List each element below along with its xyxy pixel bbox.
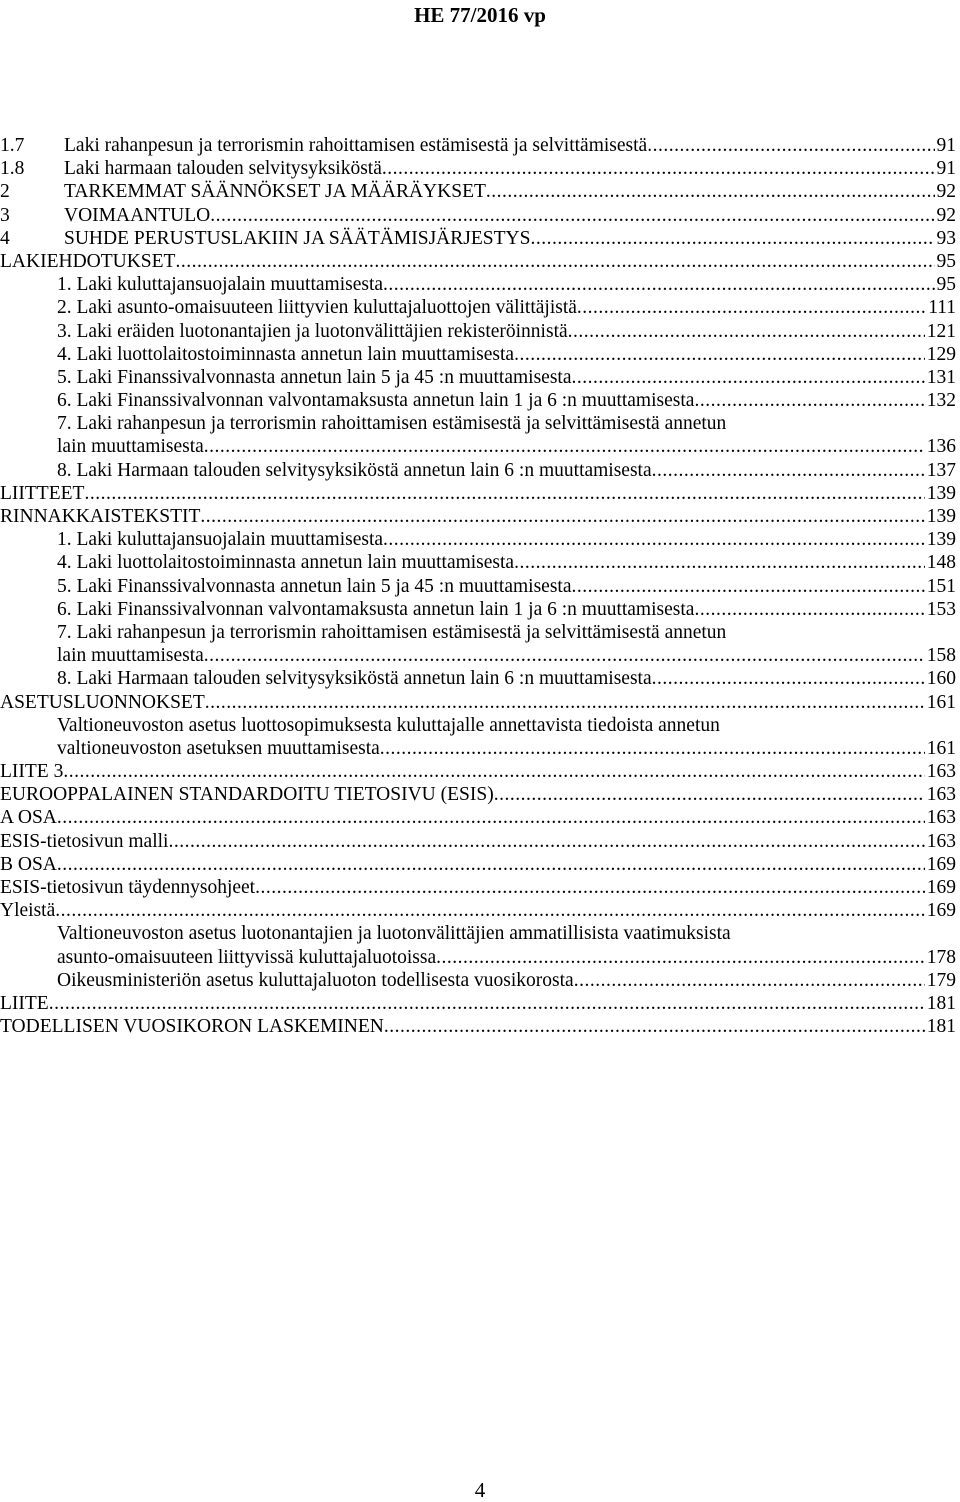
toc-entry-title: LAKIEHDOTUKSET [0,250,176,272]
toc-entry-title: lain muuttamisesta [57,436,204,458]
toc-entry-page: 151 [926,575,956,597]
toc-entry-title: 1. Laki kuluttajansuojalain muuttamisesta [57,529,384,551]
toc-entry-page: 139 [926,482,956,504]
toc-row [0,180,960,203]
toc-entry[interactable] [0,853,956,876]
toc-dot-leader [383,528,925,551]
toc-entry-title: EUROOPPALAINEN STANDARDOITU TIETOSIVU (ESIS) [0,784,494,806]
toc-row [0,969,960,992]
page-footer [0,1478,960,1502]
toc-entry-title: 4. Laki luottolaitostoiminnasta annetun lain muuttamisesta [57,552,515,574]
toc-dot-leader [205,691,925,714]
toc-entry-title: 8. Laki Harmaan talouden selvitysyksiköstä annetun lain 6 :n muuttamisesta [57,668,652,690]
toc-dot-leader [514,551,925,574]
toc-entry[interactable] [0,783,956,806]
toc-entry-page: 148 [926,552,956,574]
toc-entry-number: 1.8 [0,158,25,180]
toc-dot-leader [57,806,925,829]
toc-row [0,273,960,296]
toc-entry-page: 95 [936,274,956,296]
toc-entry-title: Yleistä [0,900,56,922]
toc-entry-title: LIITTEET [0,482,85,504]
toc-entry-title: valtioneuvoston asetuksen muuttamisesta [57,737,380,759]
toc-dot-leader [63,760,924,783]
toc-entry-page: 137 [926,459,956,481]
toc-entry-page: 169 [926,853,956,875]
toc-row [0,830,960,853]
toc-entry[interactable] [0,899,956,922]
toc-entry-page: 169 [926,877,956,898]
toc-dot-leader [200,505,924,528]
toc-entry[interactable] [57,737,956,760]
toc-entry-page: 131 [926,366,956,388]
toc-entry[interactable] [57,343,956,366]
toc-entry-title: 5. Laki Finanssivalvonnasta annetun lain 5 ja 45 :n muuttamisesta [57,366,572,388]
toc-entry-page: 111 [928,297,956,319]
toc-entry-page: 163 [926,807,956,829]
toc-row [0,946,960,969]
toc-row [0,435,960,458]
toc-entry[interactable] [57,969,956,992]
toc-entry[interactable] [57,389,956,412]
toc-entry[interactable] [57,412,956,435]
toc-dot-leader [436,946,925,969]
toc-entry-page: 121 [926,320,956,342]
toc-entry-title: ESIS-tietosivun täydennysohjeet [0,877,256,898]
toc-entry[interactable] [57,528,956,551]
toc-entry-page: 178 [926,946,956,968]
toc-dot-leader [494,783,925,806]
toc-entry-title: 8. Laki Harmaan talouden selvitysyksiköstä annetun lain 6 :n muuttamisesta [57,459,652,481]
toc-dot-leader [382,157,935,180]
header-title: HE 77/2016 vp [414,3,546,27]
toc-dot-leader [652,459,925,482]
toc-entry-page: 93 [936,227,956,249]
toc-dot-leader [694,389,924,412]
toc-entry-page: 181 [926,992,956,1014]
toc-row [0,296,960,319]
toc-entry-page: 163 [926,784,956,806]
toc-entry-title: TODELLISEN VUOSIKORON LASKEMINEN [0,1016,384,1038]
toc-row [0,459,960,482]
toc-entry-title: 6. Laki Finanssivalvonnan valvontamaksusta annetun lain 1 ja 6 :n muuttamisesta [57,390,695,412]
toc-row [0,598,960,621]
toc-entry-page: 179 [926,969,956,991]
toc-dot-leader [168,830,924,853]
toc-dot-leader [55,899,925,922]
toc-row [0,992,960,1015]
toc-row [0,575,960,598]
toc-row [0,505,960,528]
toc-entry[interactable] [0,227,956,250]
toc-row [0,876,960,899]
toc-entry-title: Oikeusministeriön asetus kuluttajaluoton todellisesta vuosikorosta [57,969,574,991]
toc-dot-leader [49,992,925,1015]
toc-entry-title: RINNAKKAISTEKSTIT [0,506,201,527]
toc-row [0,250,960,273]
toc-dot-leader [210,204,934,227]
toc-entry[interactable] [0,505,956,528]
toc-entry[interactable] [57,296,956,319]
toc-entry-title: lain muuttamisesta [57,645,204,667]
toc-dot-leader [572,575,925,598]
toc-entry-page: 160 [926,668,956,690]
toc-entry-title: 7. Laki rahanpesun ja terrorismin rahoittamisen estämisestä ja selvittämisestä annetun [57,621,727,643]
toc-dot-leader [204,435,925,458]
toc-entry-title: 6. Laki Finanssivalvonnan valvontamaksusta annetun lain 1 ja 6 :n muuttamisesta [57,598,695,620]
toc-entry[interactable] [0,806,956,829]
toc-entry[interactable] [57,922,956,945]
toc-entry[interactable] [0,760,956,783]
toc-row [0,806,960,829]
toc-entry-page: 136 [926,436,956,458]
toc-row [0,320,960,343]
toc-entry-page: 92 [936,181,956,203]
toc-row [0,691,960,714]
toc-entry-page: 95 [936,250,956,272]
toc-entry[interactable] [0,1015,956,1038]
toc-entry-title: 7. Laki rahanpesun ja terrorismin rahoittamisen estämisestä ja selvittämisestä annetun [57,413,727,435]
toc-entry-title: Valtioneuvoston asetus luottosopimuksesta kuluttajalle annettavista tiedoista annetun [57,714,720,736]
toc-row [0,157,960,180]
toc-entry-page: 92 [936,204,956,226]
toc-dot-leader [486,180,935,203]
toc-entry[interactable] [57,598,956,621]
toc-dot-leader [530,227,934,250]
toc-entry[interactable] [0,992,956,1015]
toc-entry[interactable] [0,482,956,505]
toc-entry-number: 4 [0,227,10,249]
toc-row [0,528,960,551]
toc-entry-page: 181 [926,1016,956,1038]
toc-row [0,899,960,922]
toc-entry-title: ESIS-tietosivun malli [0,830,169,852]
toc-row [0,783,960,806]
page-number: 4 [474,1478,486,1502]
toc-dot-leader [652,667,925,690]
toc-entry-page: 132 [926,390,956,412]
toc-entry[interactable] [57,273,956,296]
toc-entry-page: 163 [926,830,956,852]
toc-row [0,343,960,366]
toc-entry-title: 5. Laki Finanssivalvonnasta annetun lain 5 ja 45 :n muuttamisesta [57,575,572,597]
toc-entry-page: 161 [926,691,956,713]
toc-row [0,922,960,945]
toc-entry-number: 1.7 [0,135,25,156]
toc-entry[interactable] [0,180,956,203]
toc-entry-page: 163 [926,761,956,783]
toc-entry-page: 169 [926,900,956,922]
toc-entry[interactable] [0,134,956,157]
toc-entry-page: 139 [926,506,956,527]
toc-dot-leader [572,366,925,389]
toc-row [0,853,960,876]
toc-dot-leader [204,644,925,667]
toc-dot-leader [694,598,924,621]
toc-entry[interactable] [57,551,956,574]
toc-row [0,621,960,644]
toc-dot-leader [577,296,926,319]
toc-row [0,204,960,227]
toc-dot-leader [384,1015,925,1038]
toc-row [0,366,960,389]
toc-entry-title: Laki rahanpesun ja terrorismin rahoittamisen estämisestä ja selvittämisestä [64,135,648,156]
toc-dot-leader [568,320,925,343]
toc-entry-page: 91 [936,158,956,180]
toc-entry[interactable] [57,366,956,389]
toc-entry-title: asunto-omaisuuteen liittyvissä kuluttajaluotoissa [57,946,437,968]
toc-entry[interactable] [0,876,956,899]
toc-dot-leader [380,737,925,760]
toc-row [0,644,960,667]
toc-entry-title: 1. Laki kuluttajansuojalain muuttamisesta [57,274,384,296]
toc-entry-title: SUHDE PERUSTUSLAKIIN JA SÄÄTÄMISJÄRJESTYS [64,227,531,249]
document-header [0,0,960,28]
toc-entry[interactable] [0,204,956,227]
toc-entry[interactable] [57,667,956,690]
toc-entry[interactable] [57,459,956,482]
toc-entry[interactable] [57,435,956,458]
toc-entry[interactable] [57,320,956,343]
toc-entry[interactable] [0,250,956,273]
toc-row [0,667,960,690]
toc-entry-title: ASETUSLUONNOKSET [0,691,205,713]
toc-dot-leader [175,250,934,273]
toc-entry[interactable] [57,621,956,644]
toc-entry-title: A OSA [0,807,57,829]
toc-row [0,760,960,783]
toc-entry-title: 3. Laki eräiden luotonantajien ja luotonvälittäjien rekisteröinnistä [57,320,568,342]
toc-entry[interactable] [57,946,956,969]
toc-entry-title: 4. Laki luottolaitostoiminnasta annetun lain muuttamisesta [57,343,515,365]
toc-entry[interactable] [0,691,956,714]
toc-row [0,412,960,435]
toc-row [0,551,960,574]
toc-entry-page: 129 [926,343,956,365]
toc-entry[interactable] [0,830,956,853]
toc-entry-title: LIITE 3 [0,761,64,783]
toc-entry-title: B OSA [0,853,57,875]
toc-dot-leader [57,853,925,876]
toc-dot-leader [255,876,925,899]
toc-entry[interactable] [0,157,956,180]
toc-dot-leader [574,969,925,992]
toc-entry-title: TARKEMMAT SÄÄNNÖKSET JA MÄÄRÄYKSET [64,181,486,203]
toc-entry-page: 91 [936,135,956,156]
toc-entry-number: 2 [0,181,10,203]
toc-row [0,737,960,760]
toc-entry-page: 139 [926,529,956,551]
toc-row [0,714,960,737]
toc-row [0,1015,960,1038]
toc-entry-page: 158 [926,645,956,667]
toc-dot-leader [514,343,925,366]
toc-entry[interactable] [57,644,956,667]
toc-dot-leader [647,134,934,157]
toc-entry[interactable] [57,575,956,598]
toc-entry-title: 2. Laki asunto-omaisuuteen liittyvien kuluttajaluottojen välittäjistä [57,297,577,319]
toc-entry-title: VOIMAANTULO [64,204,211,226]
toc-dot-leader [84,482,924,505]
toc-entry-title: Valtioneuvoston asetus luotonantajien ja luotonvälittäjien ammatillisista vaatimuksista [57,923,731,945]
toc-entry-page: 153 [926,598,956,620]
toc-row [0,134,960,157]
toc-entry[interactable] [57,714,956,737]
toc-row [0,389,960,412]
toc-row [0,482,960,505]
table-of-contents [0,134,960,1038]
toc-entry-page: 161 [926,737,956,759]
toc-dot-leader [383,273,934,296]
toc-entry-number: 3 [0,204,10,226]
toc-entry-title: LIITE [0,992,49,1014]
toc-row [0,227,960,250]
toc-entry-title: Laki harmaan talouden selvitysyksiköstä [64,158,382,180]
